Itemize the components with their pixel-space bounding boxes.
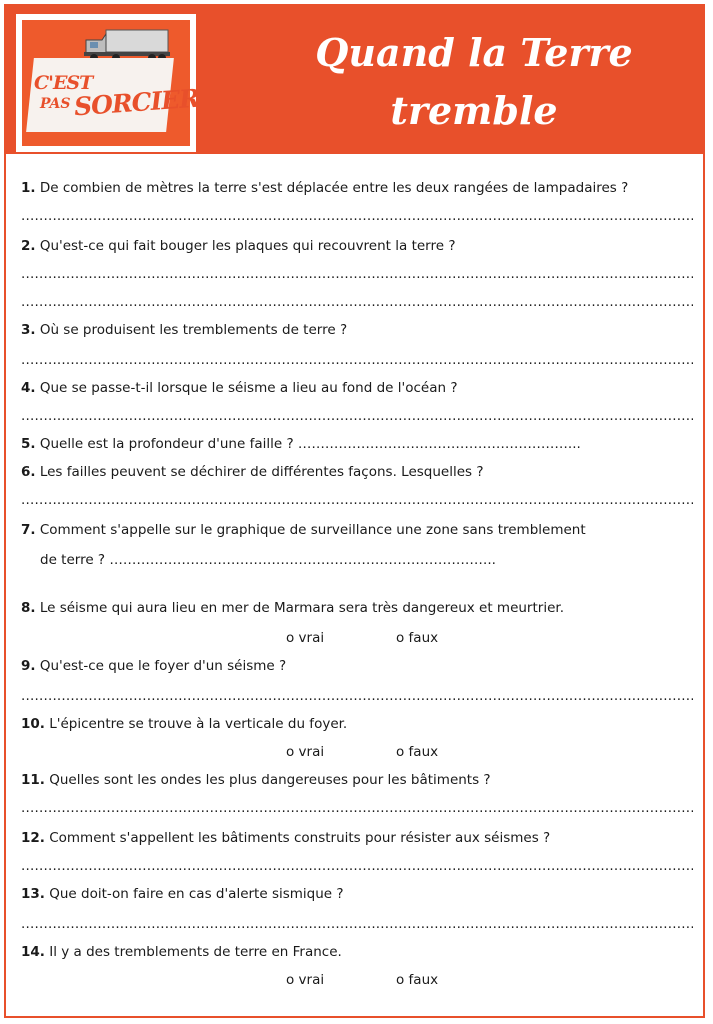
choice-vrai[interactable]: o vrai [286, 972, 325, 988]
question-10 [21, 716, 696, 732]
answer-line[interactable] [21, 688, 693, 704]
question-7-continued [40, 552, 713, 568]
question-9 [21, 658, 696, 674]
question-text: Que se passe-t-il lorsque le séisme a lieu au fond de l'océan ? [39, 380, 458, 396]
question-number: 8. [21, 600, 36, 616]
question-8 [21, 600, 696, 616]
question-number: 6. [21, 464, 36, 480]
question-number: 4. [21, 380, 36, 396]
question-14 [21, 944, 696, 960]
question-text: Quelles sont les ondes les plus dangereuses pour les bâtiments ? [49, 772, 491, 788]
question-text: Que doit-on faire en cas d'alerte sismique ? [49, 886, 344, 902]
choice-faux[interactable]: o faux [396, 744, 439, 760]
title-line-2: tremble [390, 88, 558, 133]
logo-text-cest: C'EST [34, 72, 93, 94]
question-text: Comment s'appelle sur le graphique de surveillance une zone sans tremblement [39, 522, 586, 538]
answer-line[interactable] [21, 352, 693, 368]
question-number: 12. [21, 830, 45, 846]
logo-text-sorcier: SORCIER [73, 83, 200, 122]
answer-line[interactable] [21, 294, 693, 310]
question-text: Les failles peuvent se déchirer de différentes façons. Lesquelles ? [39, 464, 484, 480]
answer-line[interactable] [21, 492, 693, 508]
answer-line[interactable] [21, 266, 693, 282]
question-number: 10. [21, 716, 45, 732]
choice-vrai[interactable]: o vrai [286, 630, 325, 646]
answer-line[interactable] [21, 858, 693, 874]
question-6 [21, 464, 696, 480]
question-text: Le séisme qui aura lieu en mer de Marmara sera très dangereux et meurtrier. [39, 600, 564, 616]
question-text: de terre ? ………………………………………………………………………….. [40, 552, 496, 568]
question-13 [21, 886, 696, 902]
question-7 [21, 522, 696, 538]
question-text: De combien de mètres la terre s'est déplacée entre les deux rangées de lampadaires ? [39, 180, 629, 196]
question-number: 3. [21, 322, 36, 338]
answer-line[interactable] [21, 408, 693, 424]
question-number: 11. [21, 772, 45, 788]
question-text: Qu'est-ce qui fait bouger les plaques qui recouvrent la terre ? [39, 238, 456, 254]
answer-line[interactable] [21, 800, 693, 816]
question-1 [21, 180, 696, 196]
question-11 [21, 772, 696, 788]
question-12 [21, 830, 696, 846]
question-number: 13. [21, 886, 45, 902]
question-number: 7. [21, 522, 36, 538]
question-number: 5. [21, 436, 36, 452]
choice-faux[interactable]: o faux [396, 972, 439, 988]
answer-line[interactable] [21, 208, 693, 224]
question-text: Qu'est-ce que le foyer d'un séisme ? [39, 658, 287, 674]
answer-line[interactable] [21, 916, 693, 932]
question-text: Quelle est la profondeur d'une faille ? ……………………………………………………... [39, 436, 581, 452]
question-text: Il y a des tremblements de terre en France. [49, 944, 342, 960]
choice-faux[interactable]: o faux [396, 630, 439, 646]
question-5 [21, 436, 696, 452]
question-number: 14. [21, 944, 45, 960]
question-text: Comment s'appellent les bâtiments construits pour résister aux séismes ? [49, 830, 551, 846]
question-text: L'épicentre se trouve à la verticale du foyer. [49, 716, 348, 732]
logo-text-pas: PAS [40, 96, 71, 112]
question-text: Où se produisent les tremblements de terre ? [39, 322, 348, 338]
choice-vrai[interactable]: o vrai [286, 744, 325, 760]
question-number: 1. [21, 180, 36, 196]
question-number: 9. [21, 658, 36, 674]
question-2 [21, 238, 696, 254]
title-line-1: Quand la Terre [315, 30, 633, 75]
question-number: 2. [21, 238, 36, 254]
question-3 [21, 322, 696, 338]
question-4 [21, 380, 696, 396]
